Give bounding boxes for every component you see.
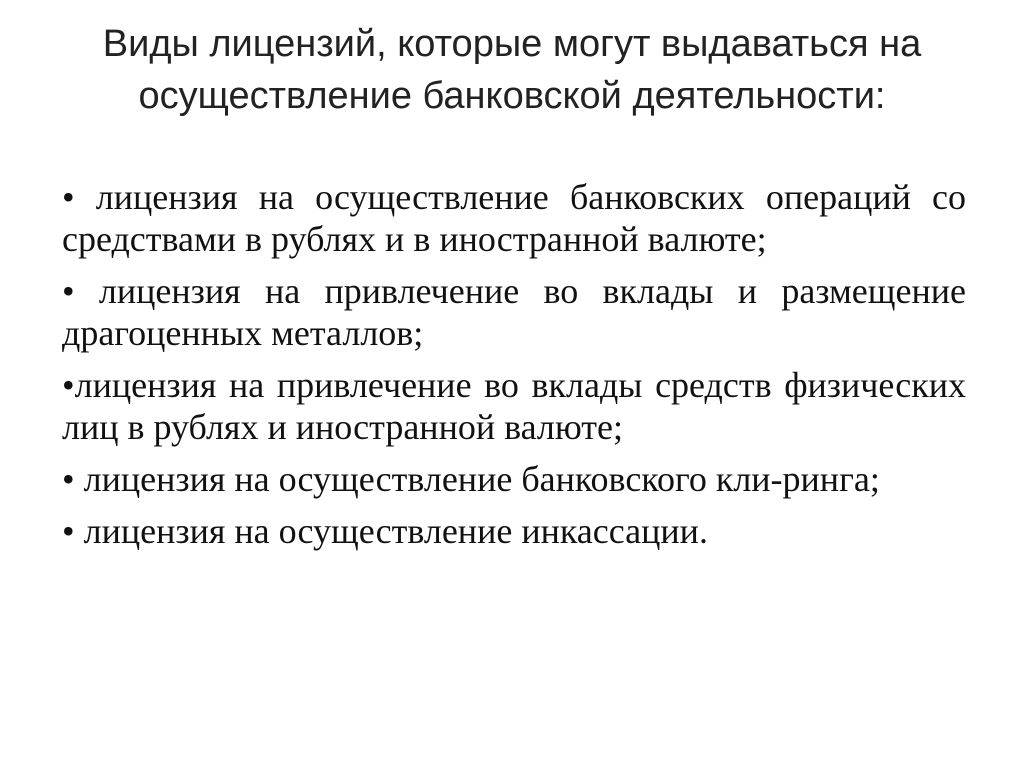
slide-title: Виды лицензий, которые могут выдаваться на осуществление банковской деятельности:	[102, 23, 922, 117]
list-item: •лицензия на привлечение во вклады средств физических лиц в рублях и иностранной валюте;	[62, 365, 966, 447]
license-list	[62, 176, 966, 562]
list-item: • лицензия на привлечение во вклады и размещение драгоценных металлов;	[62, 271, 966, 353]
list-item: • лицензия на осуществление банковских операций со средствами в рублях и в иностранной валюте;	[62, 177, 966, 259]
list-item: • лицензия на осуществление инкассации.	[62, 511, 708, 551]
list-item: • лицензия на осуществление банковского кли-ринга;	[62, 459, 880, 499]
